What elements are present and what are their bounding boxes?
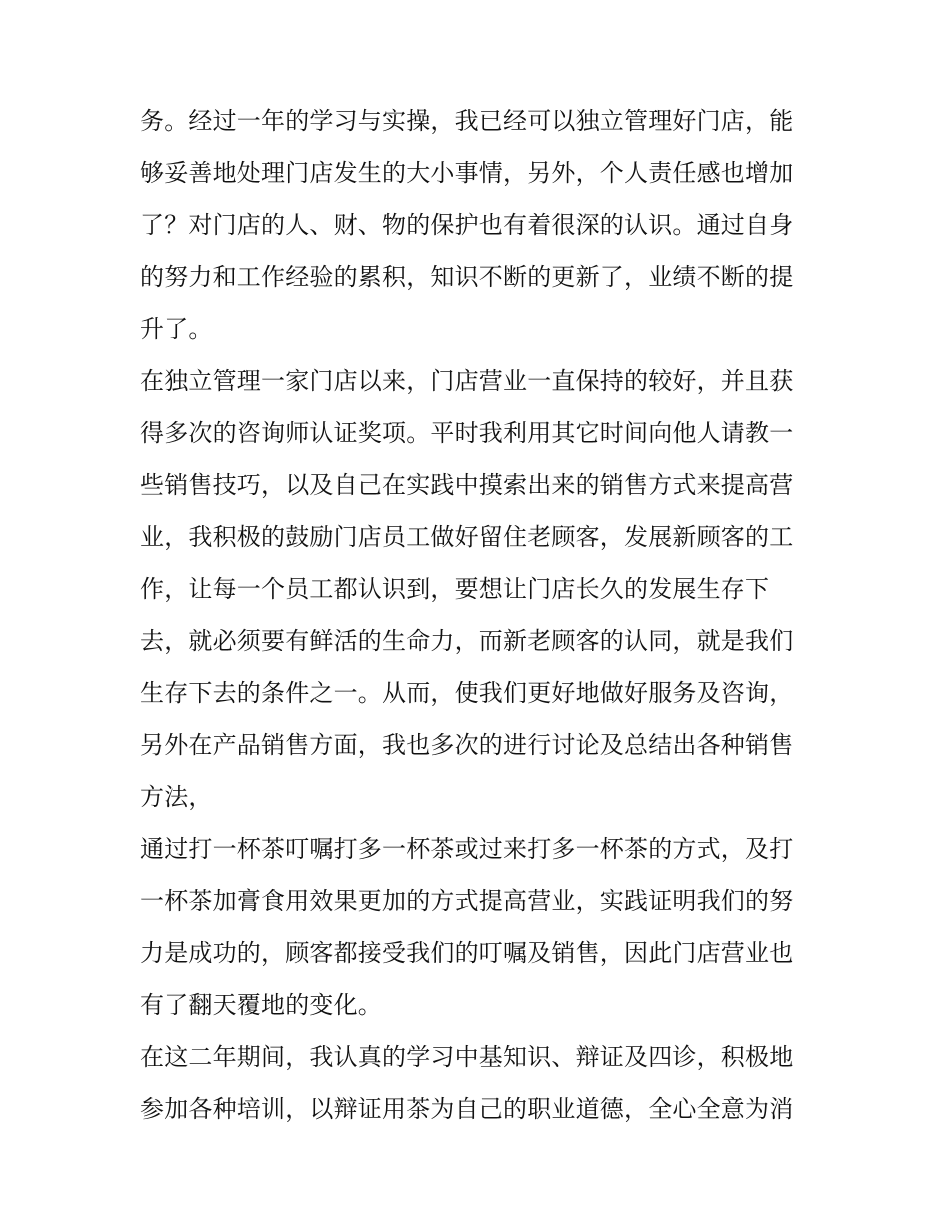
text-line: 些销售技巧，以及自己在实践中摸索出来的销售方式来提高营 <box>140 471 794 499</box>
text-line: 在独立管理一家门店以来，门店营业一直保持的较好，并且获 <box>140 367 794 395</box>
text-line: 方法， <box>140 783 213 811</box>
text-line: 作，让每一个员工都认识到，要想让门店长久的发展生存下 <box>140 575 770 603</box>
text-line: 得多次的咨询师认证奖项。平时我利用其它时间向他人请教一 <box>140 419 794 447</box>
text-line: 生存下去的条件之一。从而，使我们更好地做好服务及咨询， <box>140 679 794 707</box>
text-line: 通过打一杯茶叮嘱打多一杯茶或过来打多一杯茶的方式，及打 <box>140 835 794 863</box>
text-line: 在这二年期间，我认真的学习中基知识、辩证及四诊，积极地 <box>140 1043 794 1071</box>
text-line: 力是成功的，顾客都接受我们的叮嘱及销售，因此门店营业也 <box>140 939 794 967</box>
text-line: 升了。 <box>140 315 213 343</box>
text-line: 参加各种培训，以辩证用茶为自己的职业道德，全心全意为消 <box>140 1095 794 1123</box>
text-line: 去，就必须要有鲜活的生命力，而新老顾客的认同，就是我们 <box>140 627 794 655</box>
text-line: 够妥善地处理门店发生的大小事情，另外，个人责任感也增加 <box>140 159 794 187</box>
text-line: 另外在产品销售方面，我也多次的进行讨论及总结出各种销售 <box>140 731 794 759</box>
text-line: 有了翻天覆地的变化。 <box>140 991 382 1019</box>
text-line: 务。经过一年的学习与实操，我已经可以独立管理好门店，能 <box>140 107 794 135</box>
text-line: 了？对门店的人、财、物的保护也有着很深的认识。通过自身 <box>140 211 794 239</box>
text-line: 业，我积极的鼓励门店员工做好留住老顾客，发展新顾客的工 <box>140 523 794 551</box>
document-body <box>140 104 820 1144</box>
text-line: 的努力和工作经验的累积，知识不断的更新了，业绩不断的提 <box>140 263 794 291</box>
text-line: 一杯茶加膏食用效果更加的方式提高营业，实践证明我们的努 <box>140 887 794 915</box>
